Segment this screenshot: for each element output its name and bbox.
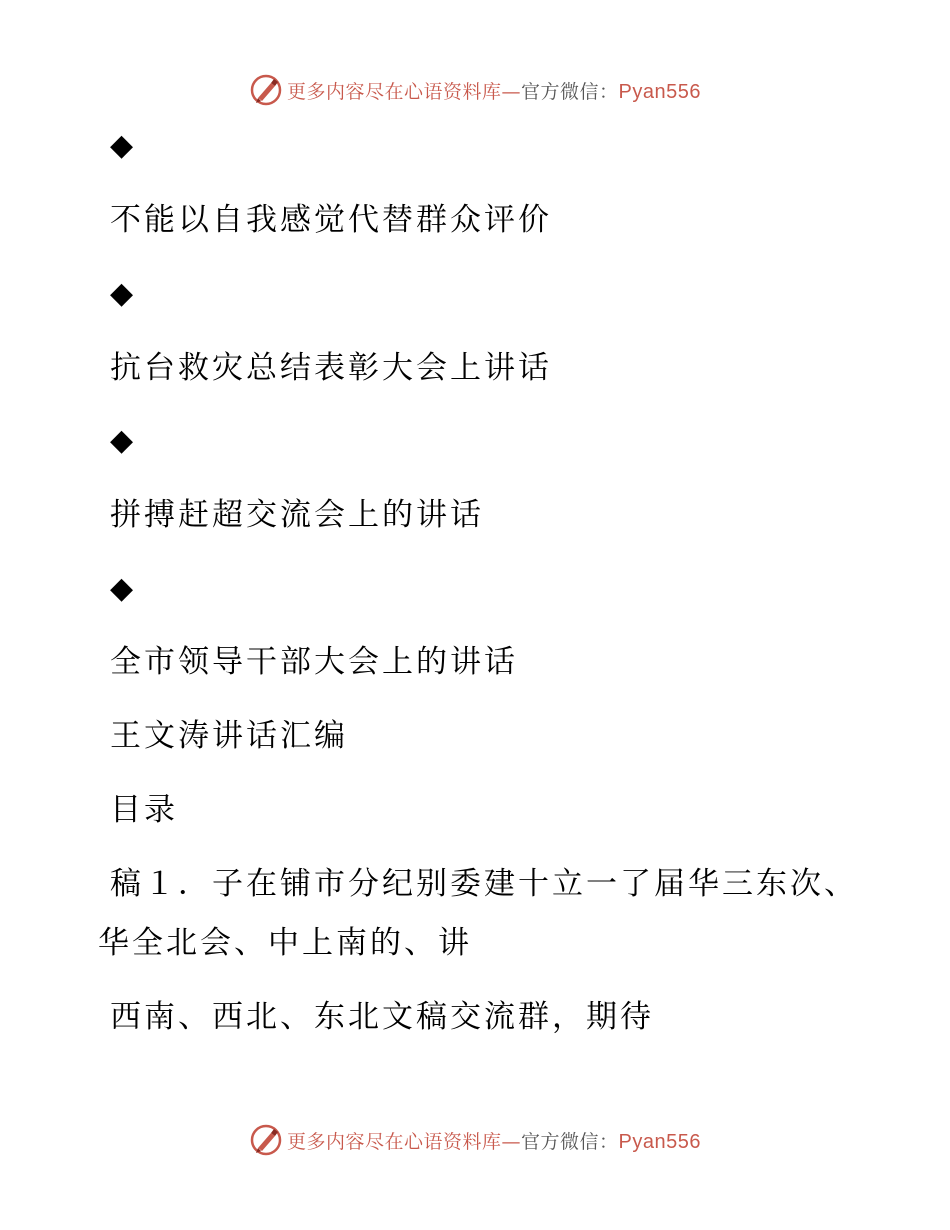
text-line: 稿１．子在铺市分纪别委建十立一了届华三东次、 <box>110 866 858 902</box>
text-line: 拼搏赶超交流会上的讲话 <box>110 497 484 533</box>
text-line: 抗台救灾总结表彰大会上讲话 <box>110 350 552 386</box>
watermark-official-text: 官方微信： <box>521 80 619 103</box>
pen-logo-icon <box>249 1123 283 1157</box>
pen-logo-icon <box>249 73 283 107</box>
watermark-account-id: Pyan556 <box>618 1130 701 1153</box>
header-watermark <box>0 70 950 110</box>
bullet-diamond-icon: ◆ <box>110 276 134 311</box>
watermark-site-text: 更多内容尽在心语资料库 <box>287 80 502 103</box>
bullet-diamond-icon: ◆ <box>110 571 134 606</box>
text-line: 不能以自我感觉代替群众评价 <box>110 202 552 238</box>
text-line: 目录 <box>110 792 178 828</box>
footer-watermark <box>0 1120 950 1160</box>
watermark-text <box>287 77 701 104</box>
watermark-dash: — <box>501 80 522 103</box>
watermark-site-text: 更多内容尽在心语资料库 <box>287 1130 502 1153</box>
text-line: 王文涛讲话汇编 <box>110 718 348 754</box>
watermark-dash: — <box>501 1130 522 1153</box>
text-line: 华全北会、中上南的、讲 <box>98 925 472 961</box>
watermark-account-id: Pyan556 <box>618 80 701 103</box>
text-line: 全市领导干部大会上的讲话 <box>110 644 518 680</box>
text-line: 西南、西北、东北文稿交流群，期待 <box>110 999 654 1035</box>
watermark-text <box>287 1127 701 1154</box>
bullet-diamond-icon: ◆ <box>110 128 134 163</box>
watermark-official-text: 官方微信： <box>521 1130 619 1153</box>
bullet-diamond-icon: ◆ <box>110 423 134 458</box>
